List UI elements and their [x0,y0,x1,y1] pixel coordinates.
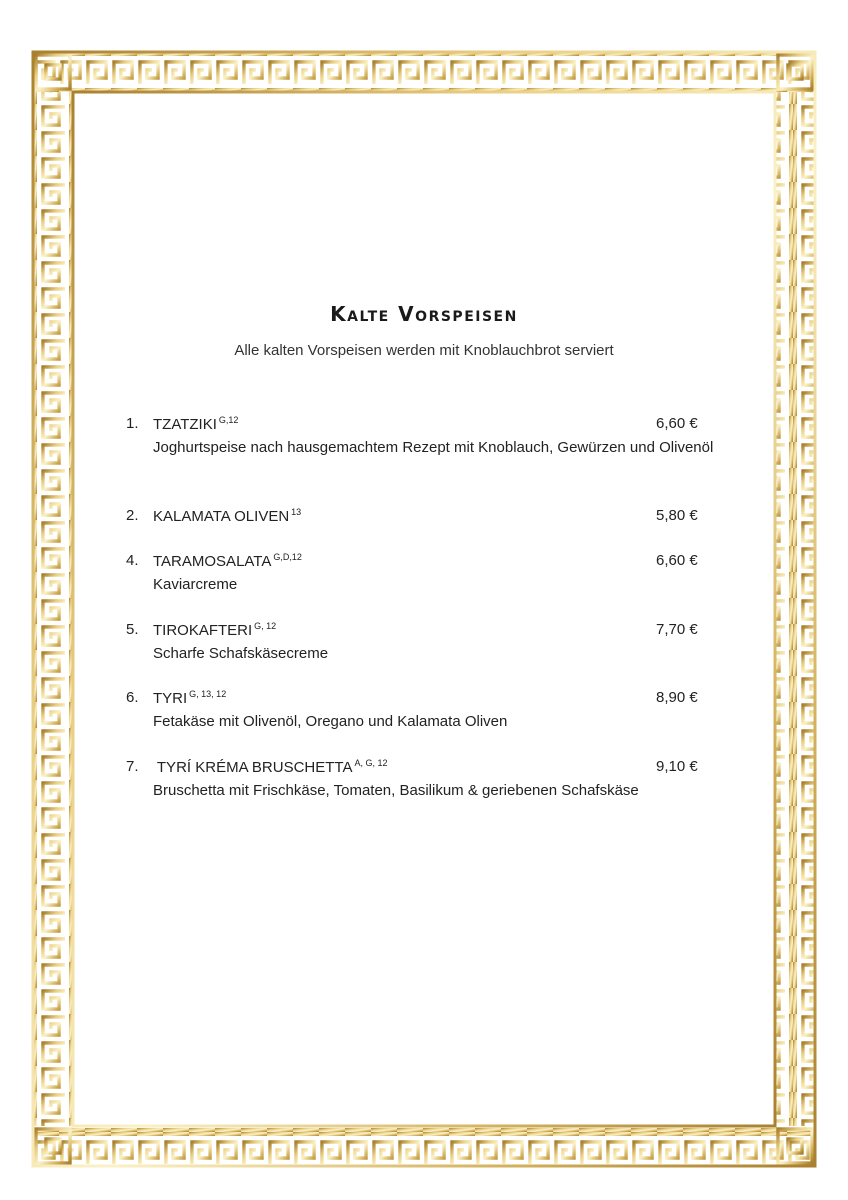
item-name: TYRI $^{G, 13, 12}$ [153,689,227,707]
section-title: Kalte Vorspeisen [330,302,518,326]
item-description: Scharfe Schafskäsecreme [153,645,329,662]
item-price: 8,90 € [656,689,698,706]
item-allergens: A, G, 12 [354,758,388,768]
item-allergens: G, 12 [254,621,277,631]
item-name: TARAMOSALATA $^{G,D,12}$ [153,552,302,570]
item-number: 1. [126,415,139,432]
item-allergens: 13 [291,507,302,517]
item-name: KALAMATA OLIVEN $^{13}$ [153,507,302,525]
item-allergens: G,12 [218,415,239,425]
item-name: TYRÍ KRÉMA BRUSCHETTA $^{A, G, 12}$ [153,758,388,776]
item-description: Fetakäse mit Olivenöl, Oregano und Kalamata Oliven [153,713,508,730]
item-number: 5. [126,621,139,638]
item-description: Bruschetta mit Frischkäse, Tomaten, Basilikum & geriebenen Schafskäse [153,782,639,799]
item-price: 7,70 € [656,621,698,638]
item-number: 7. [126,758,139,775]
item-name: TZATZIKI $^{G,12}$ [153,415,239,433]
item-number: 6. [126,689,139,706]
item-price: 6,60 € [656,552,698,569]
item-price: 5,80 € [656,507,698,524]
item-number: 4. [126,552,139,569]
item-number: 2. [126,507,139,524]
item-price: 6,60 € [656,415,698,432]
item-description: Joghurtspeise nach hausgemachtem Rezept mit Knoblauch, Gewürzen und Olivenöl [153,439,714,456]
section-subtitle: Alle kalten Vorspeisen werden mit Knoblauchbrot serviert [234,342,614,359]
item-description: Kaviarcreme [153,576,238,593]
item-allergens: G, 13, 12 [189,689,227,699]
item-name: TIROKAFTERI $^{G, 12}$ [153,621,277,639]
item-price: 9,10 € [656,758,698,775]
item-allergens: G,D,12 [273,552,302,562]
